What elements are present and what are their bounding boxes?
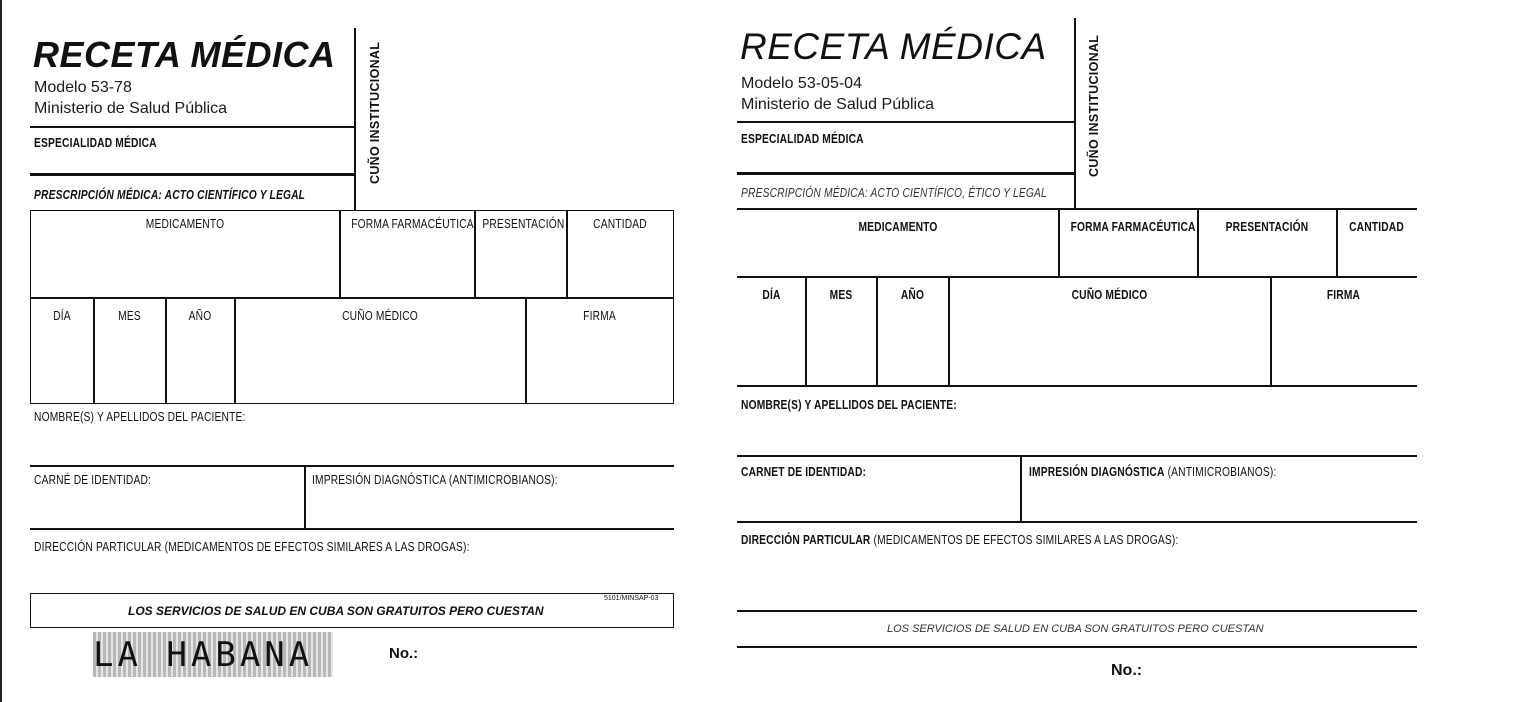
column-doctor-seal: CUÑO MÉDICO xyxy=(1071,288,1148,302)
prescription-label: PRESCRIPCIÓN MÉDICA: ACTO CIENTÍFICO Y LEGAL xyxy=(34,188,306,202)
seal-divider xyxy=(1074,18,1076,209)
column-pharmaceutical-form: FORMA FARMACÉUTICA xyxy=(1070,220,1196,234)
patient-line xyxy=(30,465,674,467)
column-divider xyxy=(474,210,476,298)
form-title: RECETA MÉDICA xyxy=(740,26,1047,67)
seal-divider xyxy=(354,28,356,210)
prescription-form-left xyxy=(0,0,700,702)
table-top-line xyxy=(737,208,1417,210)
column-presentation: PRESENTACIÓN xyxy=(482,217,565,231)
column-day: DÍA xyxy=(762,288,781,302)
column-divider xyxy=(1197,208,1199,277)
diagnosis-label: IMPRESIÓN DIAGNÓSTICA (ANTIMICROBIANOS): xyxy=(312,473,558,487)
column-pharmaceutical-form: FORMA FARMACÉUTICA xyxy=(351,217,474,231)
column-month: MES xyxy=(829,288,853,302)
column-year: AÑO xyxy=(188,309,212,323)
ministry-name: Ministerio de Salud Pública xyxy=(741,96,934,113)
patient-name-label: NOMBRE(S) Y APELLIDOS DEL PACIENTE: xyxy=(34,410,246,424)
date-row-bottom xyxy=(737,385,1417,387)
address-label: DIRECCIÓN PARTICULAR (MEDICAMENTOS DE EFECTOS SIMILARES A LAS DROGAS): xyxy=(34,540,470,554)
column-divider xyxy=(93,297,95,404)
footer-slogan: LOS SERVICIOS DE SALUD EN CUBA SON GRATUITOS PERO CUESTAN xyxy=(887,623,1264,635)
column-divider xyxy=(1336,208,1338,277)
column-divider xyxy=(805,277,807,386)
id-diagnosis-divider xyxy=(1020,455,1022,522)
column-divider xyxy=(525,297,527,404)
column-signature: FIRMA xyxy=(1326,288,1361,302)
column-month: MES xyxy=(118,309,141,323)
column-year: AÑO xyxy=(900,288,925,302)
column-divider xyxy=(1058,208,1060,277)
column-doctor-seal: CUÑO MÉDICO xyxy=(342,309,418,323)
id-line xyxy=(737,521,1417,523)
column-divider xyxy=(876,277,878,386)
institutional-seal-label: CUÑO INSTITUCIONAL xyxy=(368,41,382,184)
model-number: Modelo 53-05-04 xyxy=(741,75,862,92)
specialty-label: ESPECIALIDAD MÉDICA xyxy=(34,136,157,150)
ministry-name: Ministerio de Salud Pública xyxy=(34,100,227,117)
footer-bottom-line xyxy=(737,646,1417,648)
specialty-thick-line xyxy=(737,172,1075,175)
number-label: No.: xyxy=(1111,662,1143,679)
header-divider xyxy=(30,126,355,128)
column-medication: MEDICAMENTO xyxy=(145,217,225,231)
column-day: DÍA xyxy=(53,309,71,323)
column-divider xyxy=(234,297,236,404)
medication-row-divider xyxy=(30,297,674,299)
id-line xyxy=(30,528,674,530)
column-divider xyxy=(339,210,341,298)
column-divider xyxy=(165,297,167,404)
address-label-main: DIRECCIÓN PARTICULAR xyxy=(741,533,871,547)
footer-slogan: LOS SERVICIOS DE SALUD EN CUBA SON GRATUITOS PERO CUESTAN xyxy=(128,604,544,618)
form-code: 5101/MINSAP-03 xyxy=(604,595,659,602)
diagnosis-label xyxy=(1029,465,1276,479)
header-divider xyxy=(737,121,1075,123)
form-title: RECETA MÉDICA xyxy=(33,34,336,75)
specialty-label: ESPECIALIDAD MÉDICA xyxy=(741,132,864,146)
column-quantity: CANTIDAD xyxy=(1349,220,1404,234)
medication-row-divider xyxy=(737,276,1417,278)
patient-name-label: NOMBRE(S) Y APELLIDOS DEL PACIENTE: xyxy=(741,398,957,412)
model-number: Modelo 53-78 xyxy=(34,79,132,96)
identity-card-label: CARNÉ DE IDENTIDAD: xyxy=(34,473,152,487)
id-diagnosis-divider xyxy=(304,465,306,529)
column-presentation: PRESENTACIÓN xyxy=(1225,220,1309,234)
prescription-label: PRESCRIPCIÓN MÉDICA: ACTO CIENTÍFICO, ÉTICO Y LEGAL xyxy=(741,186,1047,200)
footer-top-line xyxy=(737,610,1417,612)
column-signature: FIRMA xyxy=(583,309,616,323)
patient-line xyxy=(737,455,1417,457)
city-stamp xyxy=(93,632,333,677)
column-divider xyxy=(948,277,950,386)
diagnosis-label-main: IMPRESIÓN DIAGNÓSTICA xyxy=(1029,465,1165,479)
number-label: No.: xyxy=(389,645,419,662)
identity-card-label: CARNET DE IDENTIDAD: xyxy=(741,465,867,479)
diagnosis-label-detail: (ANTIMICROBIANOS): xyxy=(1167,465,1277,479)
address-label xyxy=(741,533,1179,547)
specialty-thick-line xyxy=(30,173,355,176)
institutional-seal-label: CUÑO INSTITUCIONAL xyxy=(1087,34,1101,177)
address-label-detail: (MEDICAMENTOS DE EFECTOS SIMILARES A LAS DROGAS): xyxy=(873,533,1179,547)
medication-table xyxy=(30,210,674,404)
column-quantity: CANTIDAD xyxy=(593,217,647,231)
prescription-form-right xyxy=(720,0,1516,702)
column-divider xyxy=(566,210,568,298)
city-stamp-text: LA HABANA xyxy=(93,635,314,675)
column-medication: MEDICAMENTO xyxy=(858,220,938,234)
column-divider xyxy=(1270,277,1272,386)
